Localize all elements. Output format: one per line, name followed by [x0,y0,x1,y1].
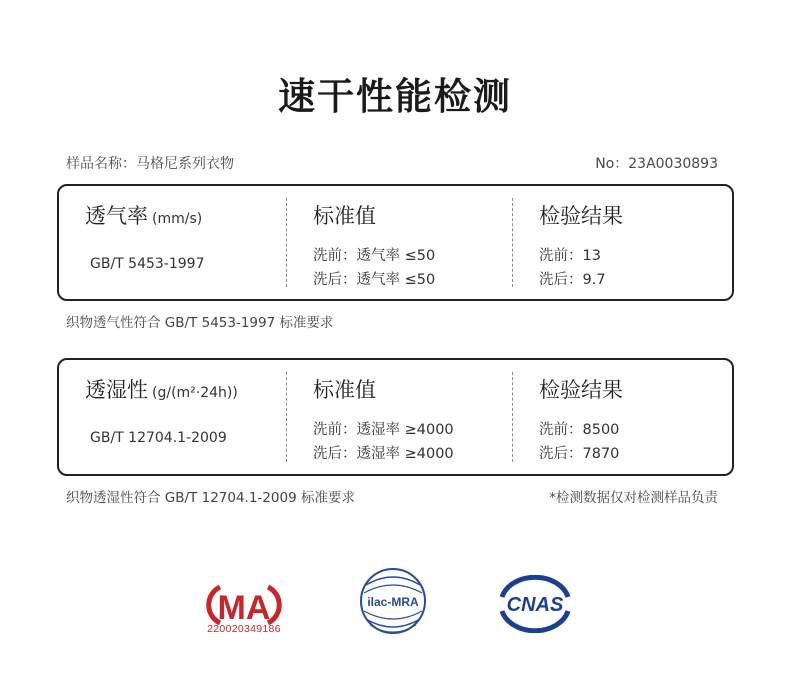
test-item-heading [85,200,202,230]
standard-after-wash: 洗后：透湿率 ≥4000 [313,446,454,462]
test-item-unit: (g/(m²·24h)) [152,385,238,401]
test-item-heading [85,374,238,404]
test-item-unit: (mm/s) [152,211,203,227]
cnas-logo-icon [492,575,578,633]
column-divider [286,372,287,462]
ilac-logo-text: ilac-MRA [367,595,419,609]
standard-value-heading: 标准值 [313,204,376,228]
disclaimer-note: *检测数据仅对检测样品负责 [549,490,718,506]
column-divider [286,198,287,287]
column-divider [512,372,513,462]
test-standard: GB/T 5453-1997 [90,256,205,272]
test-standard: GB/T 12704.1-2009 [90,430,227,446]
cma-certificate-number: 220020349186 [207,623,281,635]
moisture-permeability-card [57,358,734,476]
result-heading: 检验结果 [539,378,623,402]
standard-before-wash: 洗前：透湿率 ≥4000 [313,422,454,438]
standard-before-wash: 洗前：透气率 ≤50 [313,248,436,264]
sample-name: 样品名称：马格尼系列衣物 [66,156,234,172]
air-permeability-note: 织物透气性符合 GB/T 5453-1997 标准要求 [66,315,334,331]
column-divider [512,198,513,287]
result-heading: 检验结果 [539,204,623,228]
result-before-wash: 洗前：13 [539,248,601,264]
test-item-name: 透湿性 [85,378,148,402]
result-after-wash: 洗后：7870 [539,446,620,462]
air-permeability-card [57,184,734,301]
result-before-wash: 洗前：8500 [539,422,620,438]
standard-after-wash: 洗后：透气率 ≤50 [313,272,436,288]
ilac-mra-logo-icon [358,565,428,637]
cma-logo-text: MA [217,589,271,627]
report-number: No：23A0030893 [595,156,718,172]
moisture-permeability-note: 织物透湿性符合 GB/T 12704.1-2009 标准要求 [66,490,355,506]
page-title: 速干性能检测 [278,75,512,118]
result-after-wash: 洗后：9.7 [539,272,606,288]
test-item-name: 透气率 [85,204,148,228]
standard-value-heading: 标准值 [313,378,376,402]
cnas-logo-text: CNAS [506,594,564,616]
